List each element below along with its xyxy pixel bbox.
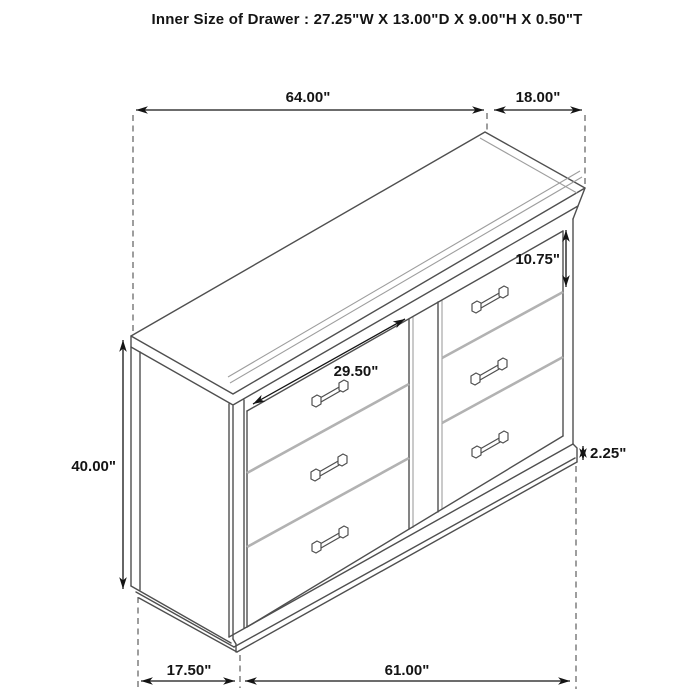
- side-bottom-edge: [131, 586, 231, 643]
- drawer-handle: [471, 358, 507, 385]
- body-bottom-edge: [229, 444, 573, 637]
- plinth-front-line: [234, 458, 575, 647]
- top-bevel-line: [230, 177, 582, 383]
- plinth-side-line: [136, 592, 234, 647]
- right-bank-separator: [442, 292, 563, 358]
- dim-label-overall-height: 40.00": [71, 458, 116, 475]
- labels: [71, 11, 626, 679]
- dim-label-top-width: 64.00": [285, 89, 331, 106]
- drawer-handle: [312, 526, 348, 553]
- drawer-handle: [312, 380, 348, 407]
- dimension-lines: [123, 110, 583, 681]
- dim-label-base-height: 2.25": [590, 445, 627, 462]
- dim-label-drawer-width: 29.50": [333, 363, 379, 380]
- dim-label-bottom-width: 61.00": [384, 662, 430, 679]
- plinth-front-bottom: [237, 462, 577, 652]
- drawer-separators: [247, 292, 563, 547]
- dim-label-drawer-height: 10.75": [515, 251, 560, 268]
- dim-label-top-depth: 18.00": [515, 89, 561, 106]
- drawer-bottom-rail-edge: [247, 436, 563, 627]
- drawer-handle: [311, 454, 347, 481]
- diagram-title: Inner Size of Drawer : 27.25"W X 13.00"D X 9.00"H X 0.50"T: [151, 11, 583, 28]
- extension-lines: [133, 113, 585, 689]
- dresser-body: [131, 132, 585, 652]
- plinth-side-bottom: [139, 598, 237, 652]
- drawer-handle: [472, 431, 508, 458]
- dim-label-bottom-depth: 17.50": [166, 662, 212, 679]
- drawer-handle: [472, 286, 508, 313]
- top-bevel-line: [228, 171, 580, 377]
- dim-line-drawer-width: [253, 319, 405, 404]
- top-right-bevel-line: [480, 138, 577, 193]
